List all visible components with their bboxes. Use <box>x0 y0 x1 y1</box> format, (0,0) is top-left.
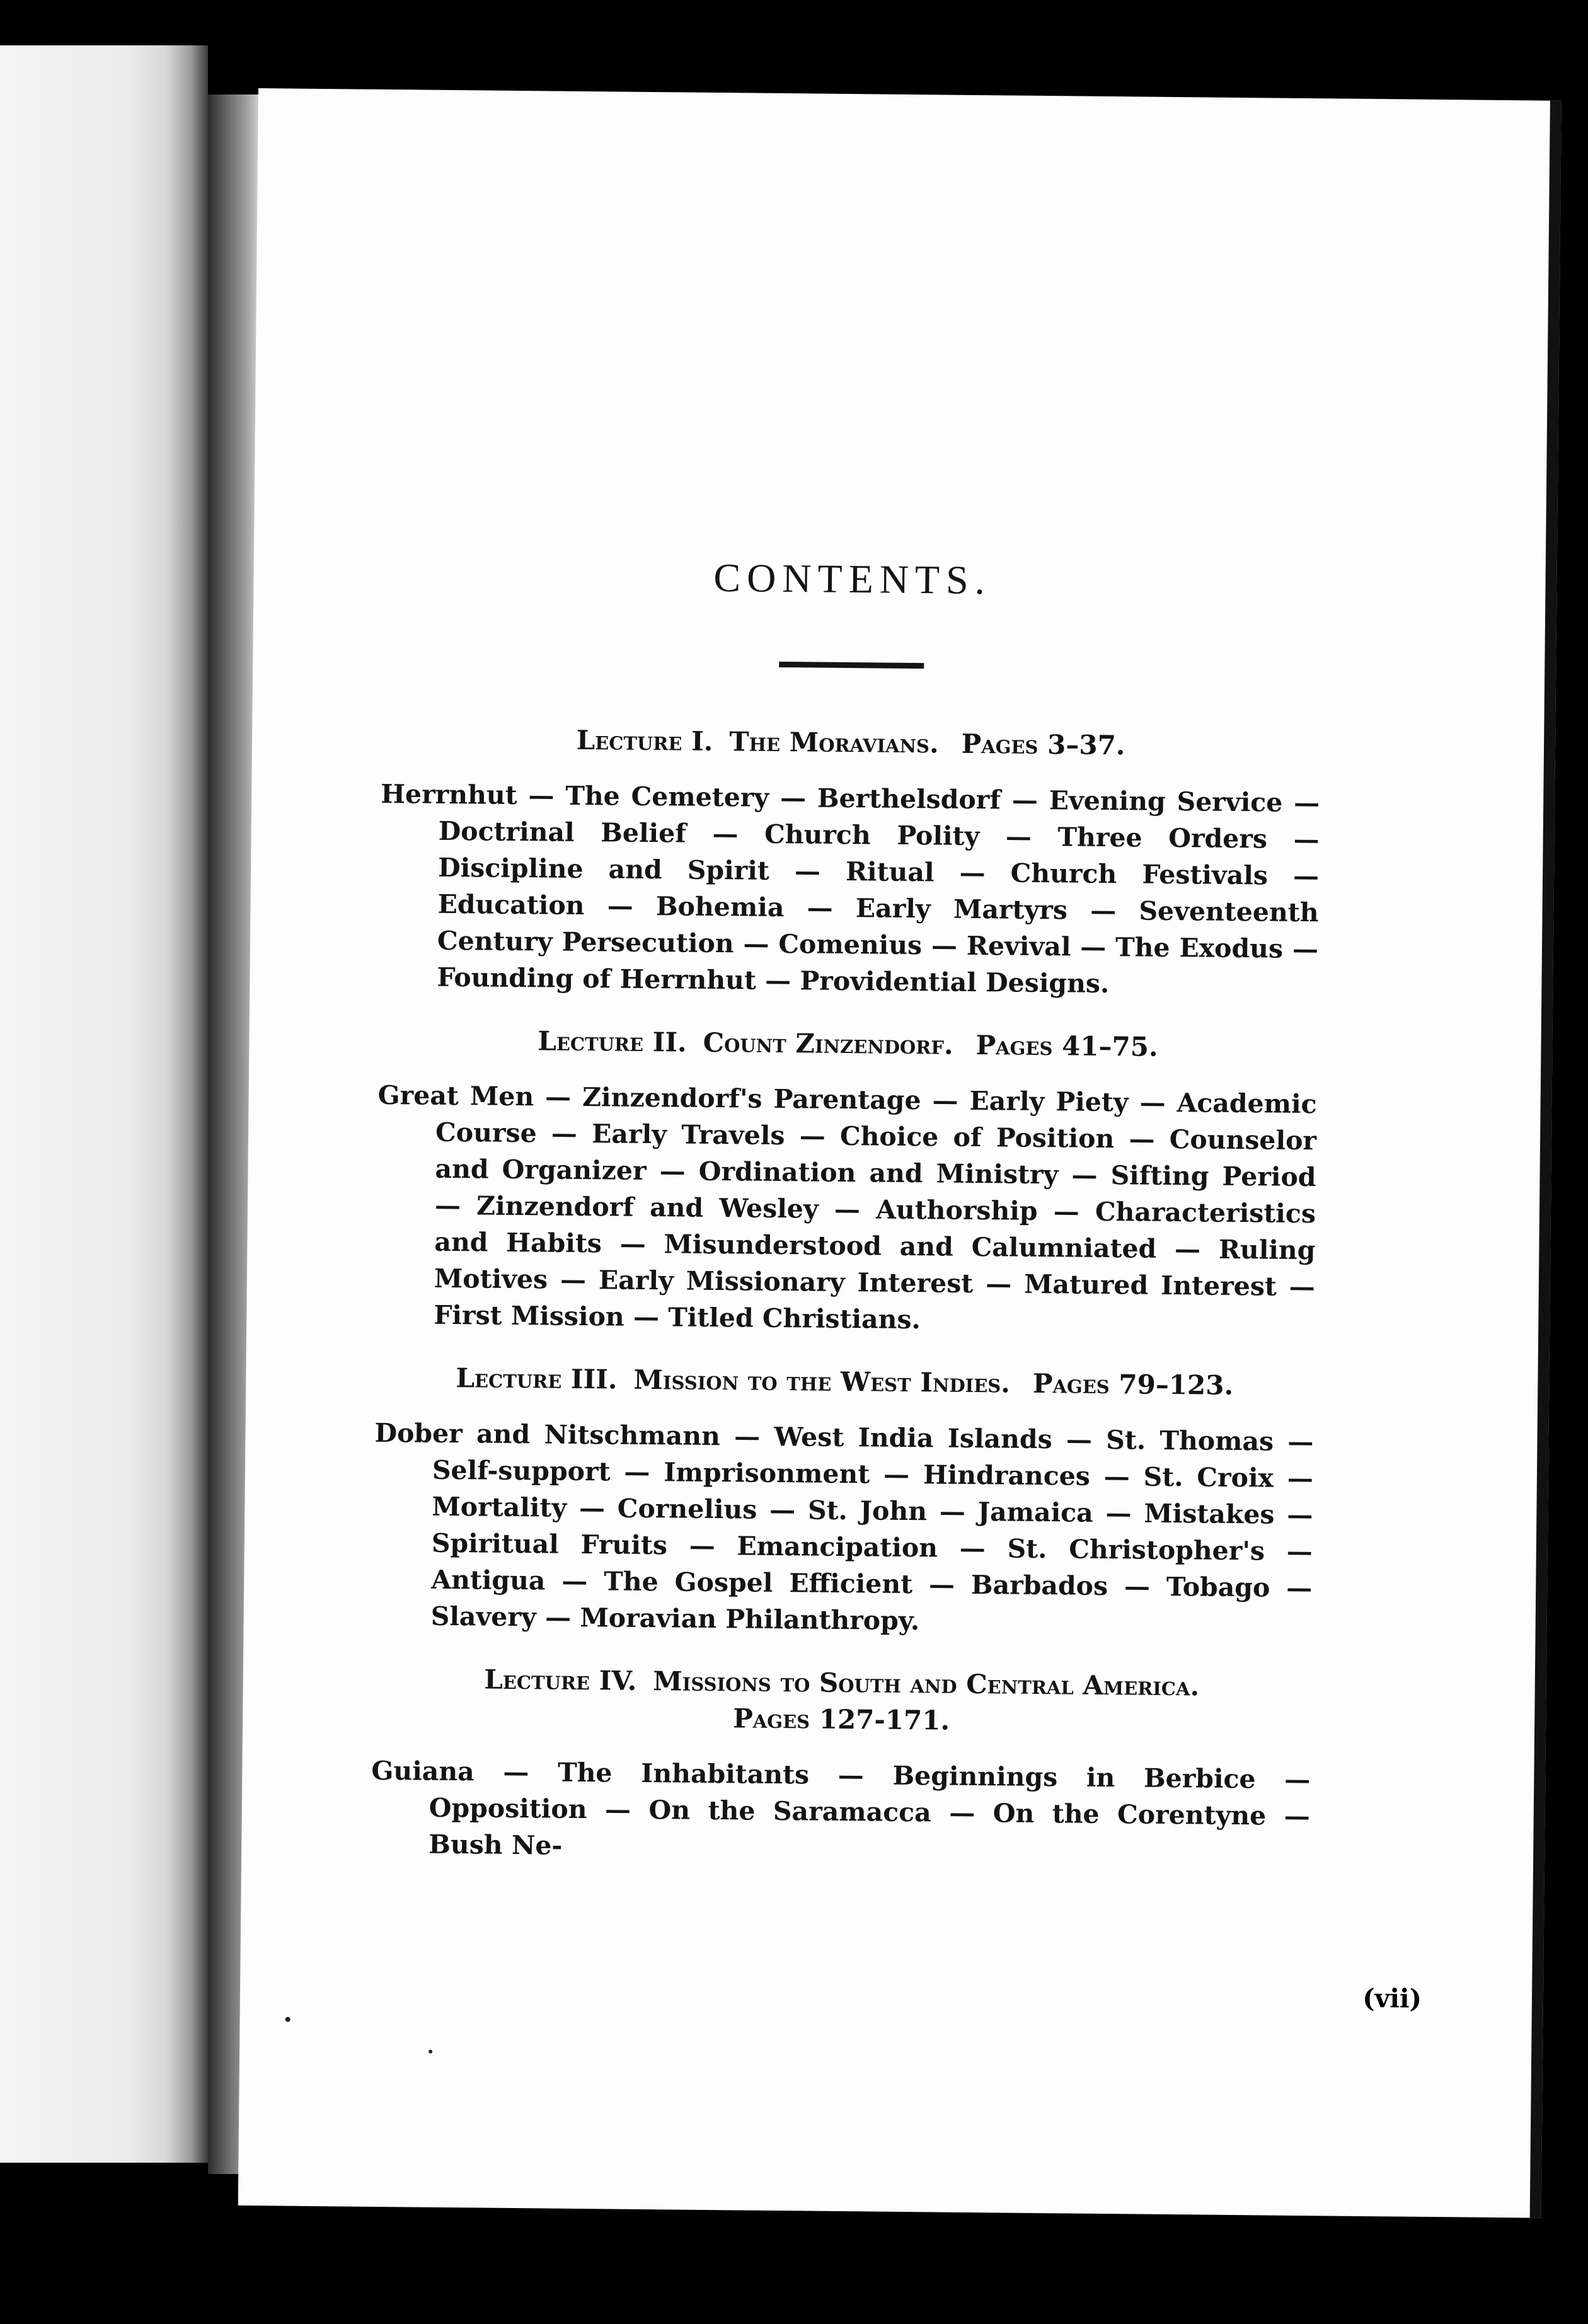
lecture-1-summary: Herrnhut — The Cemetery — Berthelsdorf — Evening Service — Doctrinal Belief — Church Polity — Three Orders — Discipline and Spirit — Ritual — Church Festivals — Education — Bohemia — Early Martyrs — Seventeenth Century Persecution — Comenius — Revival — The Exodus — Founding of Herrnhut — Providential Designs. <box>381 778 1320 999</box>
scan-speck <box>285 2017 291 2022</box>
lecture-1-pages: Pages 3–37. <box>961 728 1125 761</box>
lecture-1-subject: The Moravians. <box>729 726 939 759</box>
scan-speck <box>429 2050 432 2054</box>
facing-page-edge <box>0 45 208 2163</box>
lecture-2-number: Lecture II. <box>538 1025 687 1058</box>
lecture-1-number: Lecture I. <box>576 724 713 757</box>
lecture-2-subject: Count Zinzendorf. <box>703 1027 953 1061</box>
lecture-3-subject: Mission to the West Indies. <box>633 1364 1011 1399</box>
lecture-4-subject: Missions to South and Central America. <box>653 1665 1200 1702</box>
lecture-4-pages: Pages 127-171. <box>732 1703 950 1736</box>
page-title: CONTENTS. <box>713 555 992 603</box>
lecture-3-summary: Dober and Nitschmann — West India Islands — St. Thomas — Self-support — Imprisonment — Hindrances — St. Croix — Mortality — Cornelius — St. John — Jamaica — Mistakes — Spiritual Fruits — Emancipation — St. Christopher's — Antigua — The Gospel Efficient — Barbados — Tobago — Slavery — Moravian Philanthropy. <box>374 1417 1314 1637</box>
page-number: (vii) <box>1362 1982 1422 2014</box>
lecture-2-summary: Great Men — Zinzendorf's Parentage — Early Piety — Academic Course — Early Travels — Choice of Position — Counselor and Organizer — Ordination and Ministry — Sifting Period — Zinzendorf and Wesley — Authorship — Characteristics and Habits — Misunderstood and Calumniated — Ruling Motives — Early Missionary Interest — Matured Interest — First Mission — Titled Christians. <box>377 1079 1317 1335</box>
lecture-3-pages: Pages 79–123. <box>1032 1367 1234 1401</box>
lecture-1-heading <box>381 720 1320 766</box>
lecture-4-summary: Guiana — The Inhabitants — Beginnings in Berbice — Opposition — On the Saramacca — On the Corentyne — Bush Ne- <box>371 1755 1311 1861</box>
lecture-2-heading <box>378 1021 1317 1067</box>
title-rule <box>779 662 924 669</box>
lecture-2-pages: Pages 41–75. <box>975 1030 1158 1062</box>
lecture-3-number: Lecture III. <box>456 1362 618 1395</box>
lecture-3-heading <box>375 1359 1314 1405</box>
contents-page <box>238 88 1562 2218</box>
lecture-4-heading <box>372 1660 1311 1742</box>
contents-body <box>371 549 1322 1897</box>
lecture-4-number: Lecture IV. <box>484 1664 637 1696</box>
